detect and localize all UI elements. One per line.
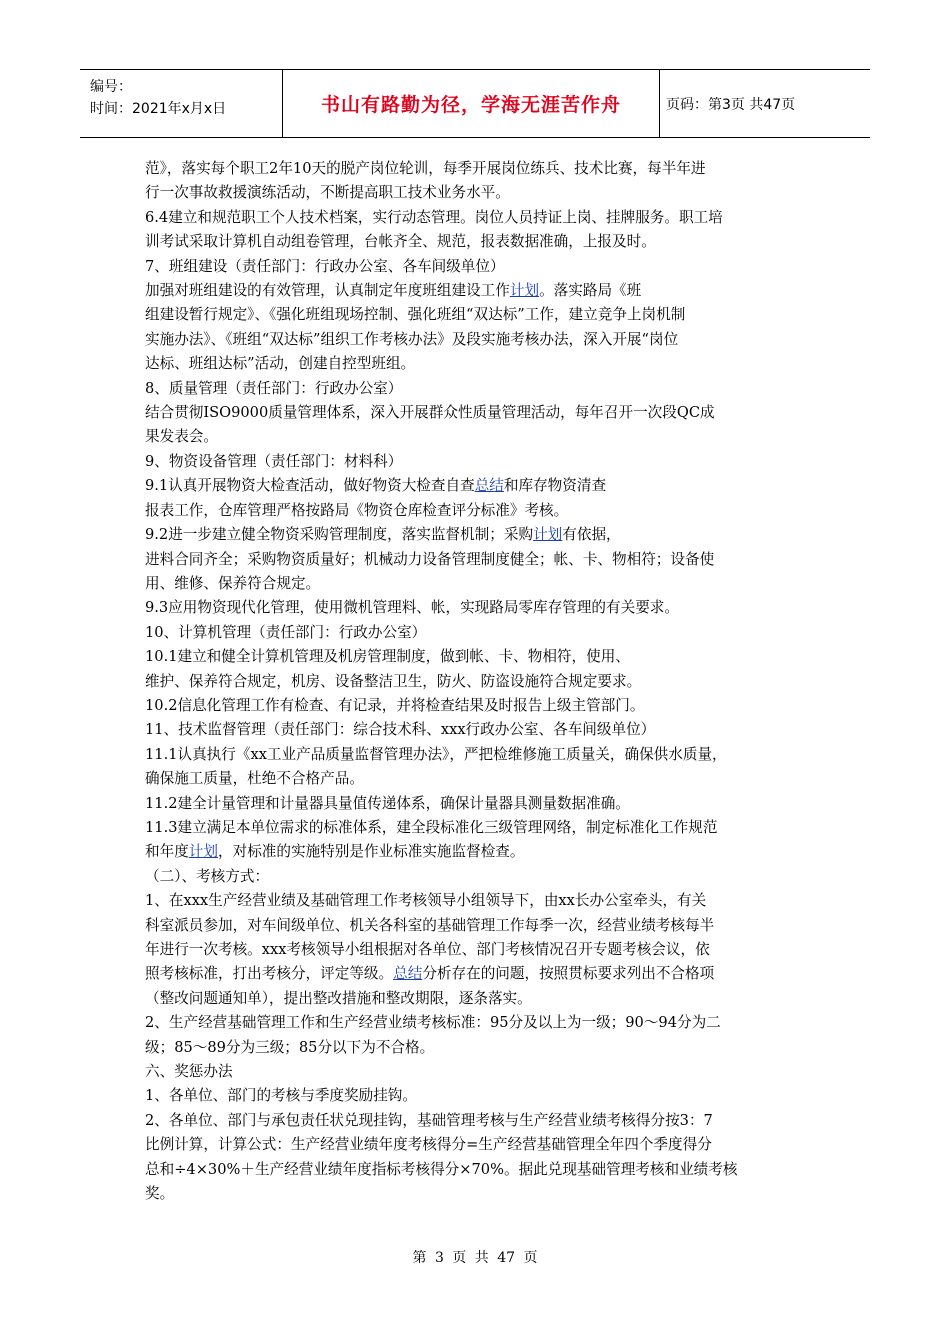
header-motto: 书山有路勤为径，学海无涯苦作舟 xyxy=(320,94,621,116)
text-line: 加强对班组建设的有效管理，认真制定年度班组建设工作计划。落实路局《班 xyxy=(145,282,642,300)
plan-link[interactable]: 计划 xyxy=(509,282,540,300)
text-line: 报表工作，仓库管理严格按路局《物资仓库检查评分标准》考核。 xyxy=(145,501,569,519)
plan-link[interactable]: 计划 xyxy=(533,526,563,544)
document-body xyxy=(145,157,817,1206)
text-line: 训考试采取计算机自动组卷管理，台帐齐全、规范，报表数据准确，上报及时。 xyxy=(145,233,656,251)
summary-link[interactable]: 总结 xyxy=(474,477,504,495)
header-meta xyxy=(90,76,280,120)
section-heading: 8、质量管理（责任部门：行政办公室） xyxy=(145,379,403,397)
text-line: 维护、保养符合规定，机房、设备整洁卫生，防火、防盗设施符合规定要求。 xyxy=(145,672,642,690)
text-line: 科室派员参加，对车间级单位、机关各科室的基础管理工作每季一次，经营业绩考核每半 xyxy=(145,916,715,934)
text-line: 11.2建全计量管理和计量器具量值传递体系，确保计量器具测量数据准确。 xyxy=(145,794,630,812)
section-heading: 六、奖惩办法 xyxy=(145,1063,233,1081)
text-line: 1、各单位、部门的考核与季度奖励挂钩。 xyxy=(145,1087,417,1105)
text-line: 1、在xxx生产经营业绩及基础管理工作考核领导小组领导下，由xx长办公室牵头，有关 xyxy=(145,892,707,910)
section-heading: （二）、考核方式： xyxy=(145,867,270,885)
time-label: 时间：2021年x月x日 xyxy=(90,101,227,117)
text-line: 达标、班组达标”活动，创建自控型班组。 xyxy=(145,355,416,373)
text-line: 行一次事故救援演练活动，不断提高职工技术业务水平。 xyxy=(145,184,510,202)
text-line: 9.3应用物资现代化管理，使用微机管理料、帐，实现路局零库存管理的有关要求。 xyxy=(145,599,679,617)
text-line: 用、维修、保养符合规定。 xyxy=(145,574,321,592)
summary-link[interactable]: 总结 xyxy=(393,965,423,983)
section-heading: 7、班组建设（责任部门：行政办公室、各车间级单位） xyxy=(145,257,505,275)
text-line: （整改问题通知单），提出整改措施和整改期限，逐条落实。 xyxy=(145,989,532,1007)
header-divider xyxy=(659,70,660,137)
text-line: 奖。 xyxy=(145,1185,175,1203)
plan-link[interactable]: 计划 xyxy=(188,843,218,861)
text-line: 和年度计划，对标准的实施特别是作业标准实施监督检查。 xyxy=(145,843,525,861)
text-line: 比例计算，计算公式：生产经营业绩年度考核得分=生产经营基础管理全年四个季度得分 xyxy=(145,1136,712,1154)
text-line: 果发表会。 xyxy=(145,428,218,446)
text-line: 总和÷4×30%＋生产经营业绩年度指标考核得分×70%。据此兑现基础管理考核和业绩考核 xyxy=(145,1160,738,1178)
text-line: 确保施工质量，杜绝不合格产品。 xyxy=(145,770,364,788)
text-line: 范》，落实每个职工2年10天的脱产岗位轮训，每季开展岗位练兵、技术比赛，每半年进 xyxy=(145,160,706,177)
page-info: 页码：第3页 共47页 xyxy=(666,96,796,113)
text-line: 年进行一次考核。xxx考核领导小组根据对各单位、部门考核情况召开专题考核会议，依 xyxy=(145,941,710,958)
text-line: 11.1认真执行《xx工业产品质量监督管理办法》，严把检维修施工质量关，确保供水质量， xyxy=(145,745,727,763)
text-line: 11.3建立满足本单位需求的标准体系，建全段标准化三级管理网络，制定标准化工作规范 xyxy=(145,818,718,836)
text-line: 结合贯彻ISO9000质量管理体系，深入开展群众性质量管理活动，每年召开一次段QC成 xyxy=(145,404,715,422)
text-line: 2、各单位、部门与承包责任状兑现挂钩，基础管理考核与生产经营业绩考核得分按3：7 xyxy=(145,1111,713,1129)
section-heading: 10、计算机管理（责任部门：行政办公室） xyxy=(145,623,427,641)
text-line: 级；85～89分为三级；85分以下为不合格。 xyxy=(145,1038,435,1056)
text-line: 照考核标准，打出考核分，评定等级。总结分析存在的问题，按照贯标要求列出不合格项 xyxy=(145,965,715,983)
page-header xyxy=(80,69,870,138)
text-line: 10.1建立和健全计算机管理及机房管理制度，做到帐、卡、物相符，使用、 xyxy=(145,648,630,666)
page-footer: 第 3 页 共 47 页 xyxy=(412,1250,538,1266)
text-line: 实施办法》、《班组“双达标”组织工作考核办法》及段实施考核办法，深入开展“岗位 xyxy=(145,330,679,348)
section-heading: 11、技术监督管理（责任部门：综合技术科、xxx行政办公室、各车间级单位） xyxy=(145,721,656,739)
text-line: 进料合同齐全；采购物资质量好；机械动力设备管理制度健全；帐、卡、物相符；设备使 xyxy=(145,550,715,568)
serial-label: 编号： xyxy=(90,79,132,95)
text-line: 组建设暂行规定》、《强化班组现场控制、强化班组“双达标”工作，建立竞争上岗机制 xyxy=(145,306,686,324)
text-line: 10.2信息化管理工作有检查、有记录，并将检查结果及时报告上级主管部门。 xyxy=(145,696,645,714)
text-line: 2、生产经营基础管理工作和生产经营业绩考核标准：95分及以上为一级；90～94分为二 xyxy=(145,1014,721,1032)
text-line: 9.1认真开展物资大检查活动，做好物资大检查自查总结和库存物资清查 xyxy=(145,477,607,495)
section-heading: 9、物资设备管理（责任部门：材料科） xyxy=(145,452,403,470)
text-line: 9.2进一步建立健全物资采购管理制度，落实监督机制；采购计划有依据， xyxy=(145,526,621,544)
text-line: 6.4建立和规范职工个人技术档案，实行动态管理。岗位人员持证上岗、挂牌服务。职工培 xyxy=(145,208,723,226)
